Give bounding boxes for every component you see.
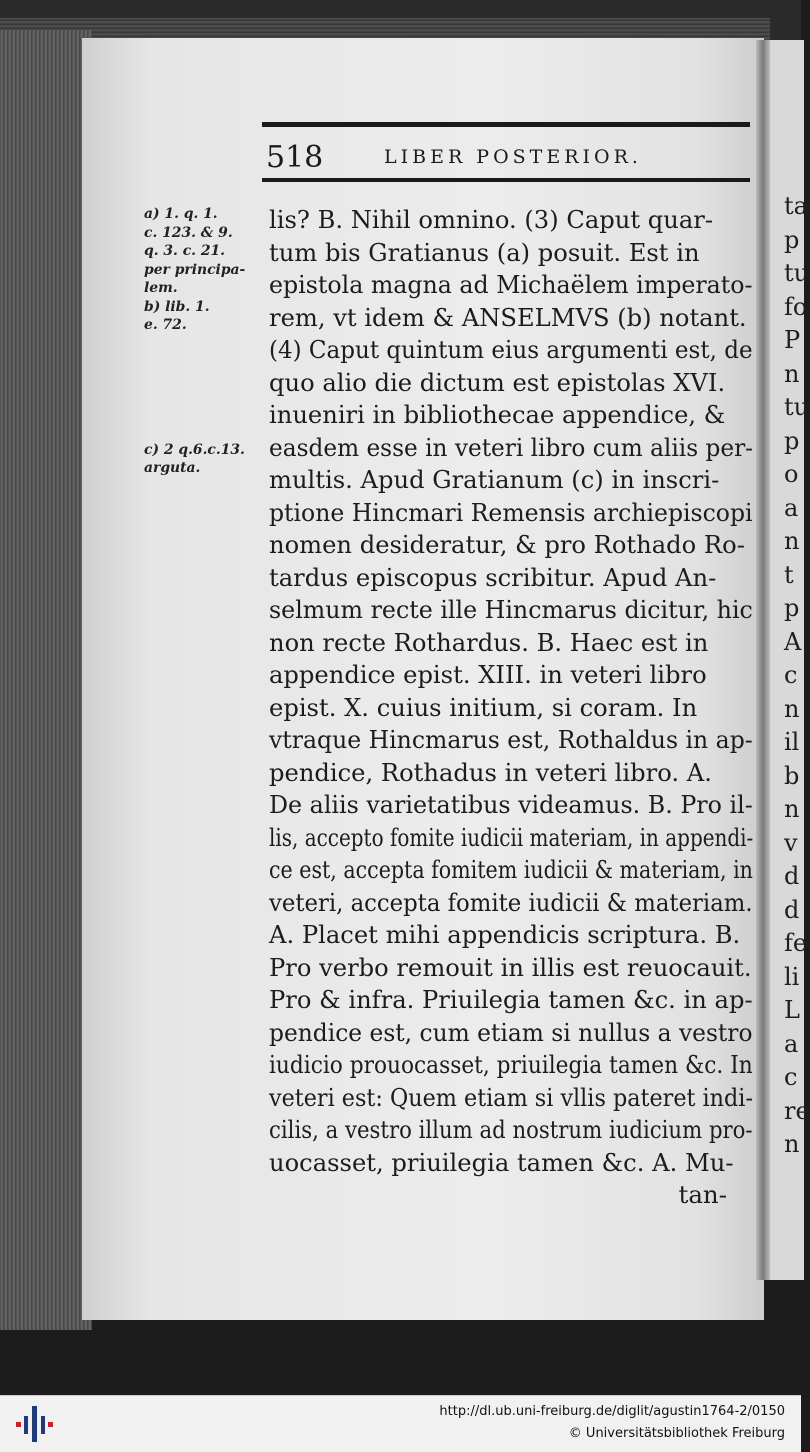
sidenote-line: e. 72. <box>144 317 187 333</box>
text-line: appendice epist. XIII. in veteri libro <box>269 660 707 689</box>
text-line: lis, accepto fomite iudicii materiam, in appendi- <box>269 822 754 852</box>
text-line: uocasset, priuilegia tamen &c. A. Mu- <box>269 1147 734 1177</box>
facing-fragment: fo <box>784 292 808 321</box>
page-body-text <box>269 204 759 1179</box>
text-line: (4) Caput quintum eius argumenti est, de <box>269 335 753 364</box>
facing-fragment: L <box>784 996 800 1024</box>
facing-fragment: li <box>784 962 800 991</box>
sidenote-a-b <box>144 205 269 335</box>
running-head: LIBER POSTERIOR. <box>384 146 642 168</box>
text-line: De aliis varietatibus videamus. B. Pro il- <box>269 790 753 819</box>
facing-fragment: tu <box>784 259 810 287</box>
facing-fragment: n <box>784 359 800 388</box>
text-line: multis. Apud Gratianum (c) in inscri- <box>269 465 720 494</box>
facing-fragment: il <box>784 728 800 756</box>
facing-page-text <box>784 190 810 1162</box>
text-line: nomen desideratur, & pro Rothado Ro- <box>269 530 745 559</box>
facing-fragment: p <box>784 225 800 254</box>
text-line: cilis, a vestro illum ad nostrum iudicium pro- <box>269 1115 753 1144</box>
facing-fragment: c <box>784 1063 798 1091</box>
sidenote-line: c. 123. & 9. <box>144 224 233 241</box>
text-line: inueniri in bibliothecae appendice, & <box>269 400 726 429</box>
facing-fragment: c <box>784 661 798 689</box>
source-url-link[interactable]: http://dl.ub.uni-freiburg.de/diglit/agustin1764-2/0150 <box>439 1404 785 1419</box>
text-line: tum bis Gratianus (a) posuit. Est in <box>269 237 700 267</box>
catchword-wrap <box>269 1179 759 1212</box>
facing-fragment: d <box>784 895 800 924</box>
marginal-notes <box>144 205 269 478</box>
facing-fragment: A <box>784 627 802 656</box>
sidenote-line: q. 3. c. 21. <box>144 243 226 259</box>
facing-fragment: a <box>784 493 799 522</box>
header-rule-bottom <box>262 178 750 182</box>
facing-fragment: p <box>784 594 800 622</box>
text-line: A. Placet mihi appendicis scriptura. B. <box>269 920 741 949</box>
facing-fragment: b <box>784 761 800 790</box>
facing-fragment: n <box>784 694 800 723</box>
sidenote-line: lem. <box>144 280 178 296</box>
text-line: epist. X. cuius initium, si coram. In <box>269 692 698 722</box>
text-line: iudicio prouocasset, priuilegia tamen &c. In <box>269 1050 753 1079</box>
text-line: tardus episcopus scribitur. Apud An- <box>269 562 717 592</box>
sidenote-line: arguta. <box>144 460 201 476</box>
facing-fragment: a <box>784 1029 799 1058</box>
text-line: Pro verbo remouit in illis est reuocauit. <box>269 952 752 982</box>
text-line: lis? B. Nihil omnino. (3) Caput quar- <box>269 205 714 234</box>
facing-fragment: v <box>784 828 798 857</box>
header-rule-top <box>262 122 750 127</box>
text-line: epistola magna ad Michaëlem imperato- <box>269 270 753 299</box>
text-line: quo alio die dictum est epistolas XVI. <box>269 367 726 397</box>
page-number: 518 <box>266 140 324 175</box>
facing-fragment: t <box>784 560 794 589</box>
book-page-edges <box>0 30 92 1330</box>
facing-fragment: d <box>784 862 800 890</box>
text-line: easdem esse in veteri libro cum aliis per- <box>269 432 754 462</box>
sidenote-line: a) 1. q. 1. <box>144 206 218 222</box>
sidenote-c <box>144 441 269 478</box>
text-line: ptione Hincmari Remensis archiepiscopi <box>269 497 753 527</box>
sidenote-line: c) 2 q.6.c.13. <box>144 441 245 458</box>
text-line: vtraque Hincmarus est, Rothaldus in ap- <box>269 725 753 754</box>
catchword: tan- <box>678 1180 727 1209</box>
text-line: veteri, accepta fomite iudicii & materiam. <box>269 887 753 917</box>
text-line: rem, vt idem & ANSELMVS (b) notant. <box>269 302 747 332</box>
facing-fragment: tu <box>784 393 810 421</box>
text-line: selmum recte ille Hincmarus dicitur, hic <box>269 595 753 624</box>
copyright-notice: © Universitätsbibliothek Freiburg <box>568 1426 785 1441</box>
facing-fragment: n <box>784 795 800 823</box>
facing-fragment: fe <box>784 929 808 957</box>
sidenote-line: per principa- <box>144 261 246 278</box>
facing-fragment: n <box>784 1130 800 1158</box>
text-line: ce est, accepta fomitem iudicii & materiam, in <box>269 855 753 884</box>
facing-fragment: n <box>784 527 800 555</box>
text-line: Pro & infra. Priuilegia tamen &c. in ap- <box>269 985 753 1014</box>
facing-fragment: re <box>784 1096 810 1125</box>
viewer-footer <box>0 1395 801 1452</box>
sidenote-line: b) lib. 1. <box>144 298 210 315</box>
text-line: non recte Rothardus. B. Haec est in <box>269 627 709 657</box>
facing-fragment: ta <box>784 192 808 220</box>
text-line: pendice est, cum etiam si nullus a vestro <box>269 1017 753 1047</box>
facing-fragment: o <box>784 460 799 488</box>
facing-fragment: p <box>784 426 800 455</box>
ub-freiburg-logo-icon <box>14 1404 54 1444</box>
text-line: veteri est: Quem etiam si vllis pateret indi- <box>269 1082 753 1112</box>
text-line: pendice, Rothadus in veteri libro. A. <box>269 757 712 787</box>
facing-fragment: P <box>784 326 801 354</box>
